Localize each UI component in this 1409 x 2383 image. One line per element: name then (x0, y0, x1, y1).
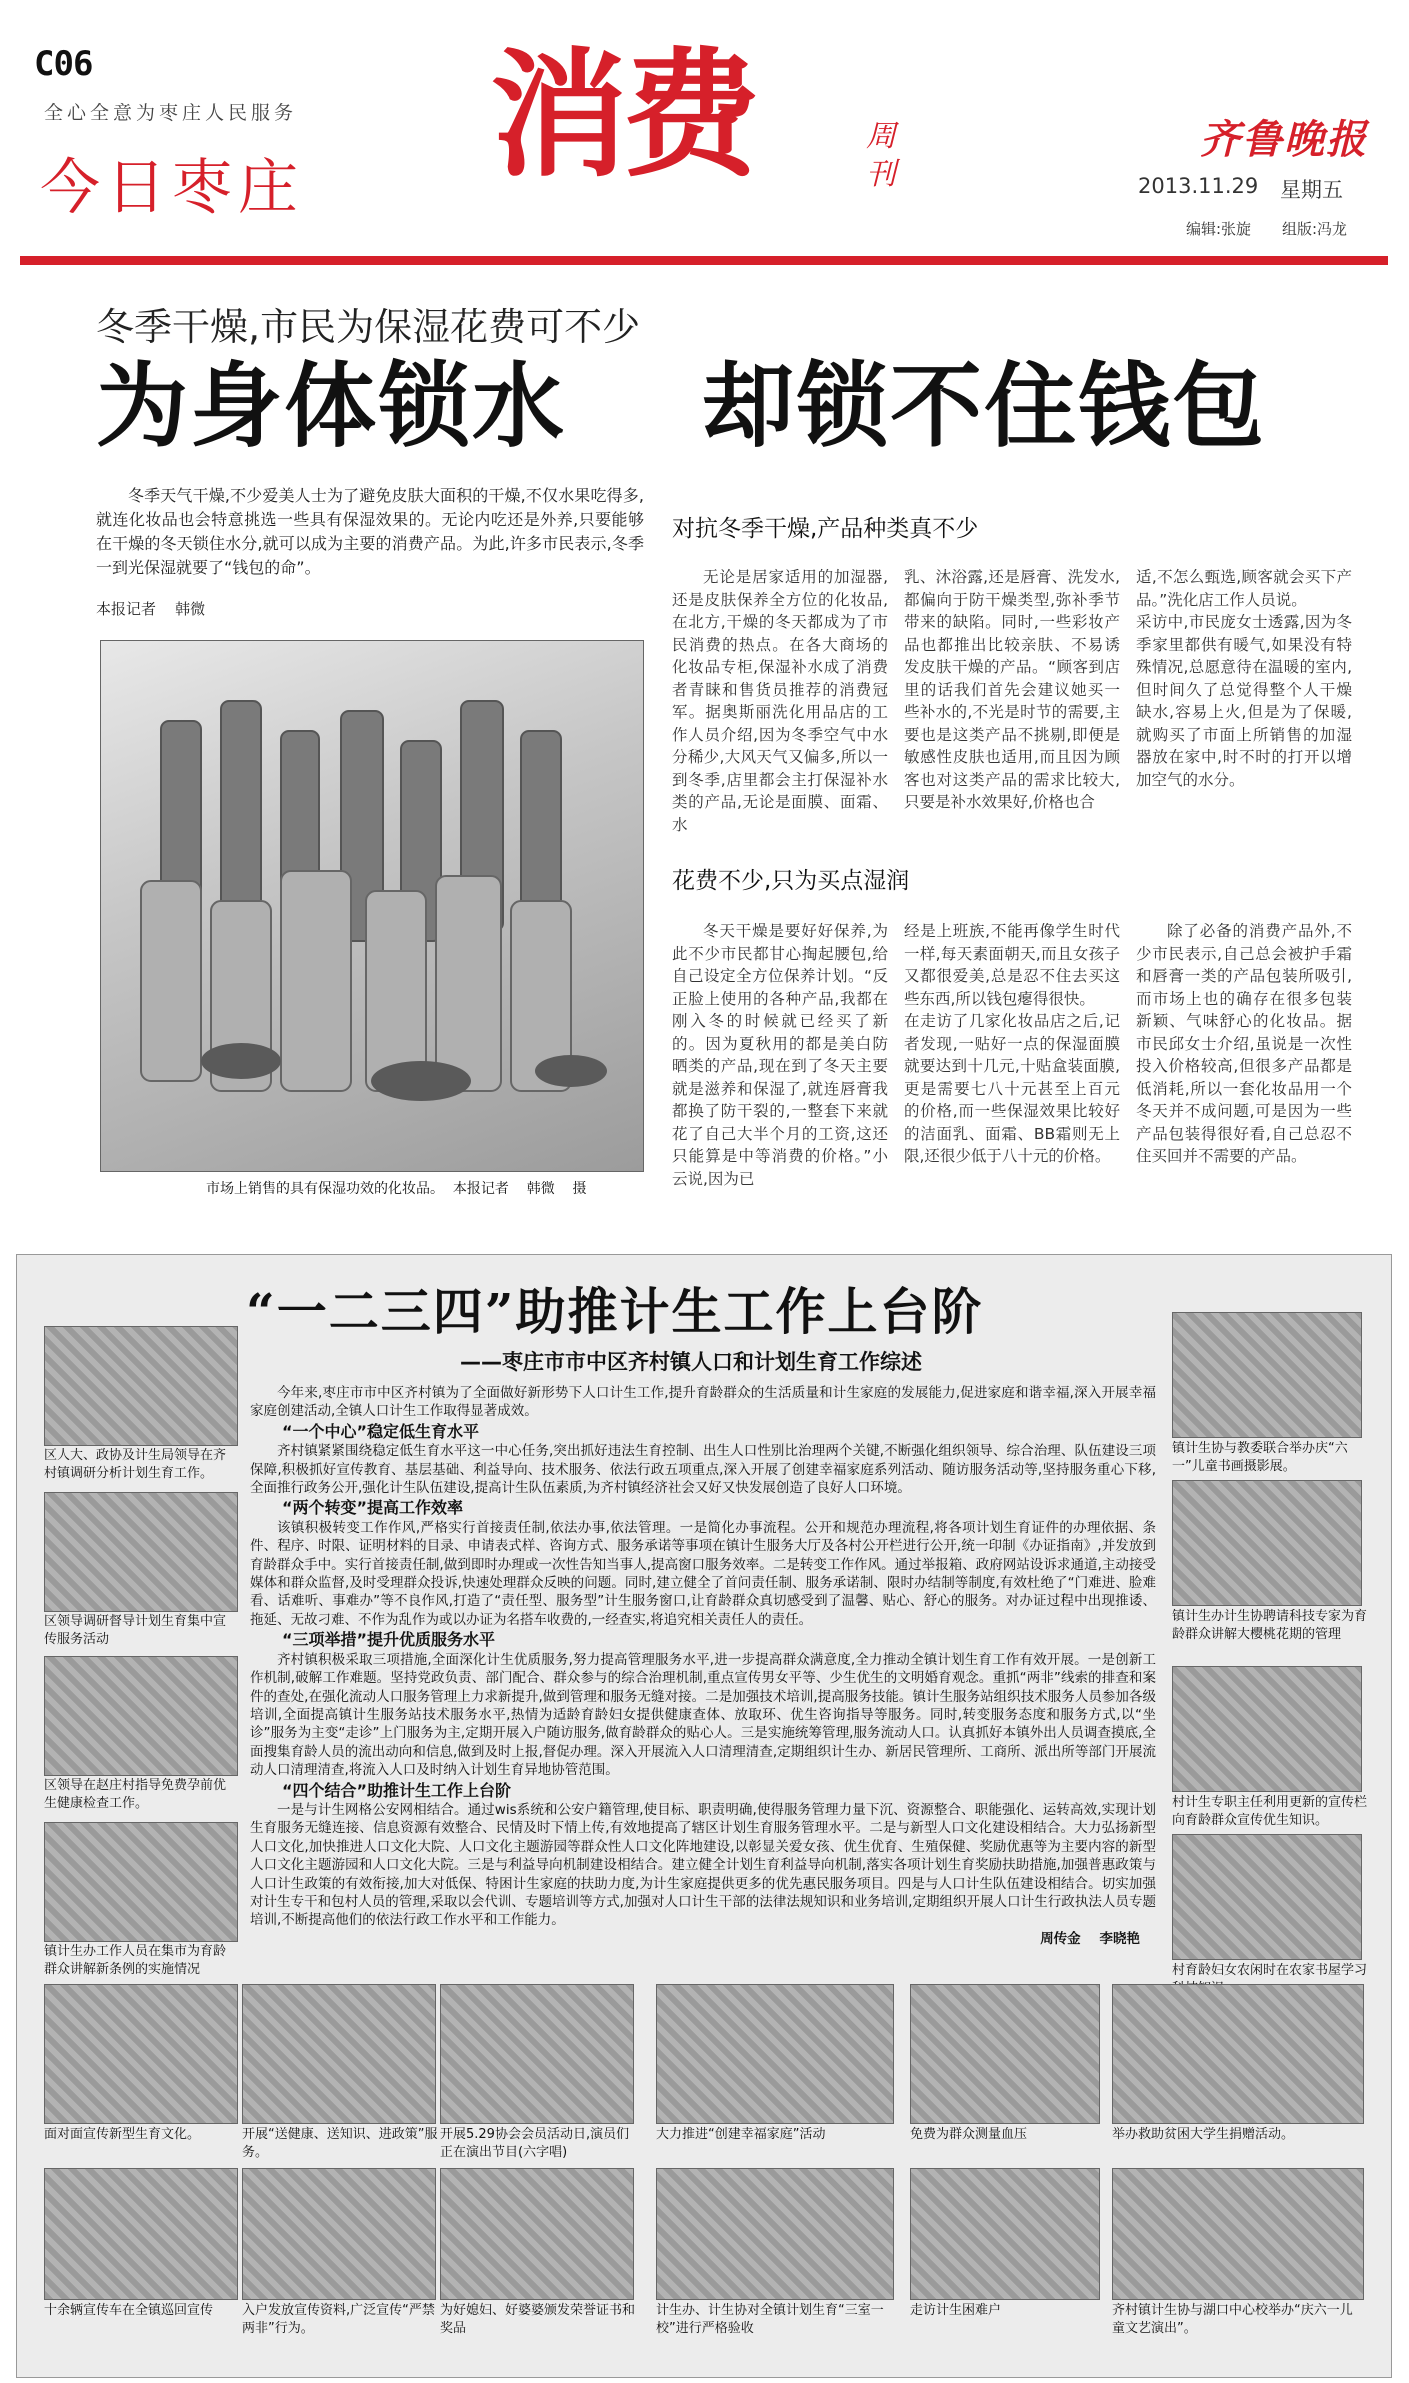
ad-title: “一二三四”助推计生工作上台阶 (246, 1282, 984, 1341)
sub2-col3: 除了必备的消费产品外,不少市民表示,自己总会被护手霜和唇膏一类的产品包装所吸引,而市场上也的确存在很多包装新颖、气味舒心的化妆品。据市民邱女士介绍,虽说是一次性投入价格较高,但很多产品都是低消耗,所以一套化妆品用一个冬天并不成问题,可是因为一些产品包装得很好看,自己总忍不住买回并不需要的产品。 (1136, 922, 1352, 1165)
ad-section-text-4: 一是与计生网格公安网相结合。通过wis系统和公安户籍管理,使目标、职责明确,使得服务管理力量下沉、资源整合、职能强化、运转高效,实现计划生育服务无缝连接、信息资源有效整合、民情及时下情上传,有效地提高了辖区计划生育服务管理水平。二是与新型人口文化建设相结合。大力弘扬新型人口文化,加快推进人口文化大院、人口文化主题游园等群众性人口文化阵地建设,以彰显关爱女孩、优生优育、生殖保健、奖励优惠等为主要内容的新型人口文化主题游园和人口文化大院。三是与利益导向机制建设相结合。建立健全计划生育利益导向机制,落实各项计划生育奖励扶助措施,加强普惠政策与人口计生政策的有效衔接,加大对低保、特困计生家庭的扶助力度,为计生家庭提供更多的优先惠民服务项目。四是与人口计生队伍建设相结合。切实加强对计生专干和包村人员的管理,采取以会代训、专题培训等方式,加强对人口计生干部的法律法规知识和业务培训,定期组织开展人口计生行政执法人员专题培训,不断提高他们的依法行政工作水平和工作能力。 (250, 1801, 1156, 1929)
family-photo (656, 1984, 894, 2124)
cosmetics-illustration (101, 641, 643, 1171)
board-photo (1172, 1666, 1362, 1792)
lecture-photo (1172, 1480, 1362, 1606)
ad-section-text-1: 齐村镇紧紧围绕稳定低生育水平这一中心任务,突出抓好违法生育控制、出生人口性别比治理两个关键,不断强化组织领导、综合治理、队伍建设三项保障,积极抓好宣传教育、基层基础、利益导向、技术服务、依法行政五项重点,深入开展了创建幸福家庭系列活动、随访服务活动等,坚持服务重心下移,全面推行政务公开,强化计生队伍建设,提高计生队伍素质,为齐村镇经济社会又好又快发展创造了良好人口环境。 (250, 1443, 1156, 1497)
banner-photo (242, 1984, 436, 2124)
layout-editor: 组版:冯龙 (1282, 220, 1348, 238)
kids-photo (1112, 2168, 1364, 2300)
masthead-title: 消费 (490, 33, 755, 196)
photo-caption-row1-2: 开展“送健康、送知识、进政策”服务。 (242, 2127, 438, 2160)
photo-caption: 市场上销售的具有保湿功效的化妆品。 本报记者 韩微 摄 (206, 1181, 587, 1197)
editor: 编辑:张旋 (1186, 220, 1252, 238)
photo-caption-row2-4: 计生办、计生协对全镇计划生育“三室一校”进行严格验收 (656, 2303, 884, 2336)
photo-caption-right-4: 村育龄妇女农闲时在农家书屋学习 (1172, 1963, 1368, 1978)
issue-weekday: 星期五 (1280, 178, 1343, 202)
ad-subtitle: ——枣庄市市中区齐村镇人口和计划生育工作综述 (460, 1350, 922, 1374)
ad-section-heading-2: “两个转变”提高工作效率 (282, 1498, 464, 1518)
section-title: 今日枣庄 (40, 153, 304, 223)
article-kicker: 冬季干燥,市民为保湿花费可不少 (96, 305, 641, 349)
paper-logo: 齐鲁晚报 (1200, 116, 1368, 163)
outdoor-photo (44, 1492, 238, 1612)
ad-section-heading-4: “四个结合”助推计生工作上台阶 (282, 1780, 512, 1800)
article-lead: 冬季天气干燥,不少爱美人士为了避免皮肤大面积的干燥,不仅水果吃得多,就连化妆品也会特意挑选一些具有保湿效果的。无论内吃还是外养,只要能够在干燥的冬天锁住水分,就可以成为主要的消费产品。为此,许多市民表示,冬季一到光保湿就要了“钱包的命”。 (96, 486, 644, 577)
photo-caption-row2-1: 十余辆宣传车在全镇巡回宣传 (44, 2303, 214, 2318)
donation-photo (1112, 1984, 1364, 2124)
ad-section-text-2: 该镇积极转变工作作风,严格实行首接责任制,依法办事,依法管理。一是简化办事流程。公开和规范办理流程,将各项计划生育证件的办理依据、条件、程序、时限、证明材料的目录、申请表式样、咨询方式、服务承诺等事项在镇计生服务大厅及各村公开栏进行公开,统一印制《办证指南》,并发放到育龄群众手中。实行首接责任制,做到即时办理或一次性告知当事人,提高窗口服务效率。二是转变工作作风。通过举报箱、政府网站设诉求通道,主动接受媒体和群众监督,及时受理群众投诉,快速处理群众反映的问题。同时,建立健全了首问责任制、服务承诺制、限时办结制等制度,有效杜绝了“门难进、脸难看、话难听、事难办”等不良作风,打造了“责任型、服务型”计生服务窗口,让育龄群众真切感受到了温馨、贴心、舒心的服务。对办证过程中出现推诿、拖延、无故刁难、不作为乱作为或以办证为名搭车收费的,一经查实,将追究相关责任人的责任。 (250, 1519, 1156, 1628)
meeting-photo (44, 1326, 238, 1446)
reading-photo (44, 1984, 238, 2124)
photo-caption-row1-4: 大力推进“创建幸福家庭”活动 (656, 2127, 826, 2142)
sub2-col2: 经是上班族,不能再像学生时代一样,每天素面朝天,而且女孩子又都很爱美,总是忍不住去买这些东西,所以钱包瘪得很快。 在走访了几家化妆品店之后,记者发现,一贴好一点的保湿面膜就要达到十几元,十贴盒装面膜,更是需要七八十元甚至上百元的价格,而一些保湿效果比较好的洁面乳、面霜、BB霜则无上限,还很少低于八十元的价格。 (904, 922, 1120, 1165)
photo-caption-row2-2: 入户发放宣传资料,广泛宣传“严禁两非”行为。 (242, 2303, 435, 2336)
article-headline: 为身体锁水 却锁不住钱包 (96, 353, 1267, 460)
issue-date: 2013.11.29 (1138, 174, 1259, 198)
photo-caption-row1-5: 免费为群众测量血压 (910, 2127, 1028, 2142)
sub1-col3: 适,不怎么甄选,顾客就会买下产品。”洗化店工作人员说。 采访中,市民庞女士透露,因为冬季家里都供有暖气,如果没有特殊情况,总愿意待在温暖的室内,但时间久了总觉得整个人干燥缺水,容易上火,但是为了保暖,就购买了市面上所销售的加湿器放在家中,时不时的打开以增加空气的水分。 (1136, 568, 1352, 789)
market-photo (44, 1822, 238, 1942)
office-photo (656, 2168, 894, 2300)
photo-caption-left-3: 区领导在赵庄村指导免费孕前优生健康检查工作。 (44, 1778, 227, 1811)
ad-author: 周传金 李晓艳 (1040, 1930, 1140, 1947)
photo-caption-left-4: 镇计生办工作人员在集市为育龄群众讲解新条例的实施情况 (44, 1944, 227, 1977)
stage-photo (440, 1984, 634, 2124)
flyer-photo (242, 2168, 436, 2300)
photo-caption-row1-6: 举办救助贫困大学生捐赠活动。 (1112, 2127, 1295, 2142)
sub1-heading: 对抗冬季干燥,产品种类真不少 (672, 516, 979, 542)
article-byline: 本报记者 韩微 (96, 600, 206, 618)
sub2-col1: 冬天干燥是要好好保养,为此不少市民都甘心掏起腰包,给自己设定全方位保养计划。“反正脸上使用的各种产品,我都在刚入冬的时候就已经买了新的。因为夏秋用的都是美白防晒类的产品,现在到了冬天主要就是滋养和保湿了,就连唇膏我都换了防干裂的,一整套下来就花了自己大半个月的工资,这还只能算是中等消费的价格。”小云说,因为已 (672, 922, 888, 1188)
hall-photo (44, 1656, 238, 1776)
ad-body (250, 1384, 1156, 1948)
page-number: C06 (34, 44, 93, 84)
award-photo (440, 2168, 634, 2300)
checkup-photo (910, 1984, 1100, 2124)
ad-section-heading-3: “三项举措”提升优质服务水平 (282, 1630, 496, 1650)
sub2-heading: 花费不少,只为买点湿润 (672, 868, 910, 894)
ad-section-text-3: 齐村镇积极采取三项措施,全面深化计生优质服务,努力提高管理服务水平,进一步提高群众满意度,全力推动全镇计划生育工作有效开展。一是创新工作机制,破解工作难题。坚持党政负责、部门配合、群众参与的综合治理机制,重点宣传男女平等、少生优生的文明婚育观念。重抓“两非”线索的排查和案件的查处,在强化流动人口服务管理上力求新提升,做到管理和服务无缝对接。二是加强技术培训,提高服务技能。镇计生服务站组织技术服务人员参加各级培训,全面提高镇计生服务站技术服务水平,热情为适龄育龄妇女提供健康查体、放取环、优生咨询指导等服务。同时,转变服务态度和服务方式,以“坐诊”服务为主变“走诊”上门服务为主,定期开展入户随访服务,做育龄群众的贴心人。三是实施统筹管理,服务流动人口。认真抓好本镇外出人员调查摸底,全面搜集育龄人员的流出动向和信息,做到及时上报,督促办理。深入开展流入人口清理清查,定期组织计生办、新居民管理所、工商所、派出所等部门开展流动人口清理清查,将流入人口及时纳入计划生育异地协管范围。 (250, 1651, 1156, 1779)
photo-caption-row2-6: 齐村镇计生协与湖口中心校举办“庆六一儿童文艺演出”。 (1112, 2303, 1353, 2336)
photo-caption-row2-3: 为好媳妇、好婆婆颁发荣誉证书和奖品 (440, 2303, 636, 2336)
photo-caption-row1-3: 开展5.29协会会员活动日,演员们正在演出节目(六字唱) (440, 2127, 630, 2160)
photo-caption-right-2: 镇计生办计生协聘请科技专家为育龄群众讲解大樱桃花期的管理 (1172, 1609, 1368, 1642)
farm-photo (1172, 1834, 1362, 1960)
exhibition-photo (1172, 1312, 1362, 1438)
truck-photo (44, 2168, 238, 2300)
ad-section-heading-1: “一个中心”稳定低生育水平 (282, 1421, 480, 1441)
masthead-rule (20, 256, 1388, 265)
cosmetics-photo (100, 640, 644, 1172)
photo-caption-left-2: 区领导调研督导计划生育集中宣传服务活动 (44, 1614, 227, 1647)
ad-intro: 今年来,枣庄市市中区齐村镇为了全面做好新形势下人口计生工作,提升育龄群众的生活质量和计生家庭的发展能力,促进家庭和谐幸福,深入开展幸福家庭创建活动,全镇人口计生工作取得显著成效。 (250, 1385, 1156, 1420)
photo-caption-row2-5: 走访计生困难户 (910, 2303, 1002, 2318)
sub1-col1: 无论是居家适用的加湿器,还是皮肤保养全方位的化妆品,在北方,干燥的冬天都成为了市民消费的热点。在各大商场的化妆品专柜,保湿补水成了消费者青睐和售货员推荐的消费冠军。据奥斯丽洗化用品店的工作人员介绍,因为冬季空气中水分稀少,大风天气又偏多,所以一到冬季,店里都会主打保湿补水类的产品,无论是面膜、面霜、水 (672, 568, 888, 834)
photo-caption-right-3: 村计生专职主任利用更新的宣传栏向育龄群众宣传优生知识。 (1172, 1795, 1368, 1828)
photo-caption-row1-1: 面对面宣传新型生育文化。 (44, 2127, 201, 2142)
weekly-label: 周刊 (866, 119, 896, 192)
slogan: 全心全意为枣庄人民服务 (44, 102, 298, 124)
visit-photo (910, 2168, 1100, 2300)
photo-caption-left-1: 区人大、政协及计生局领导在齐村镇调研分析计划生育工作。 (44, 1448, 227, 1481)
sub1-col2: 乳、沐浴露,还是唇膏、洗发水,都偏向于防干燥类型,弥补季节带来的缺陷。同时,一些彩妆产品也都推出比较亲肤、不易诱发皮肤干燥的产品。“顾客到店里的话我们首先会建议她买一些补水的,不光是时节的需要,主要也是这类产品不挑剔,即便是敏感性皮肤也适用,而且因为顾客也对这类产品的需求比较大,只要是补水效果好,价格也合 (904, 568, 1120, 811)
photo-caption-right-1: 镇计生协与教委联合举办庆“六一”儿童书画摄影展。 (1172, 1441, 1348, 1474)
